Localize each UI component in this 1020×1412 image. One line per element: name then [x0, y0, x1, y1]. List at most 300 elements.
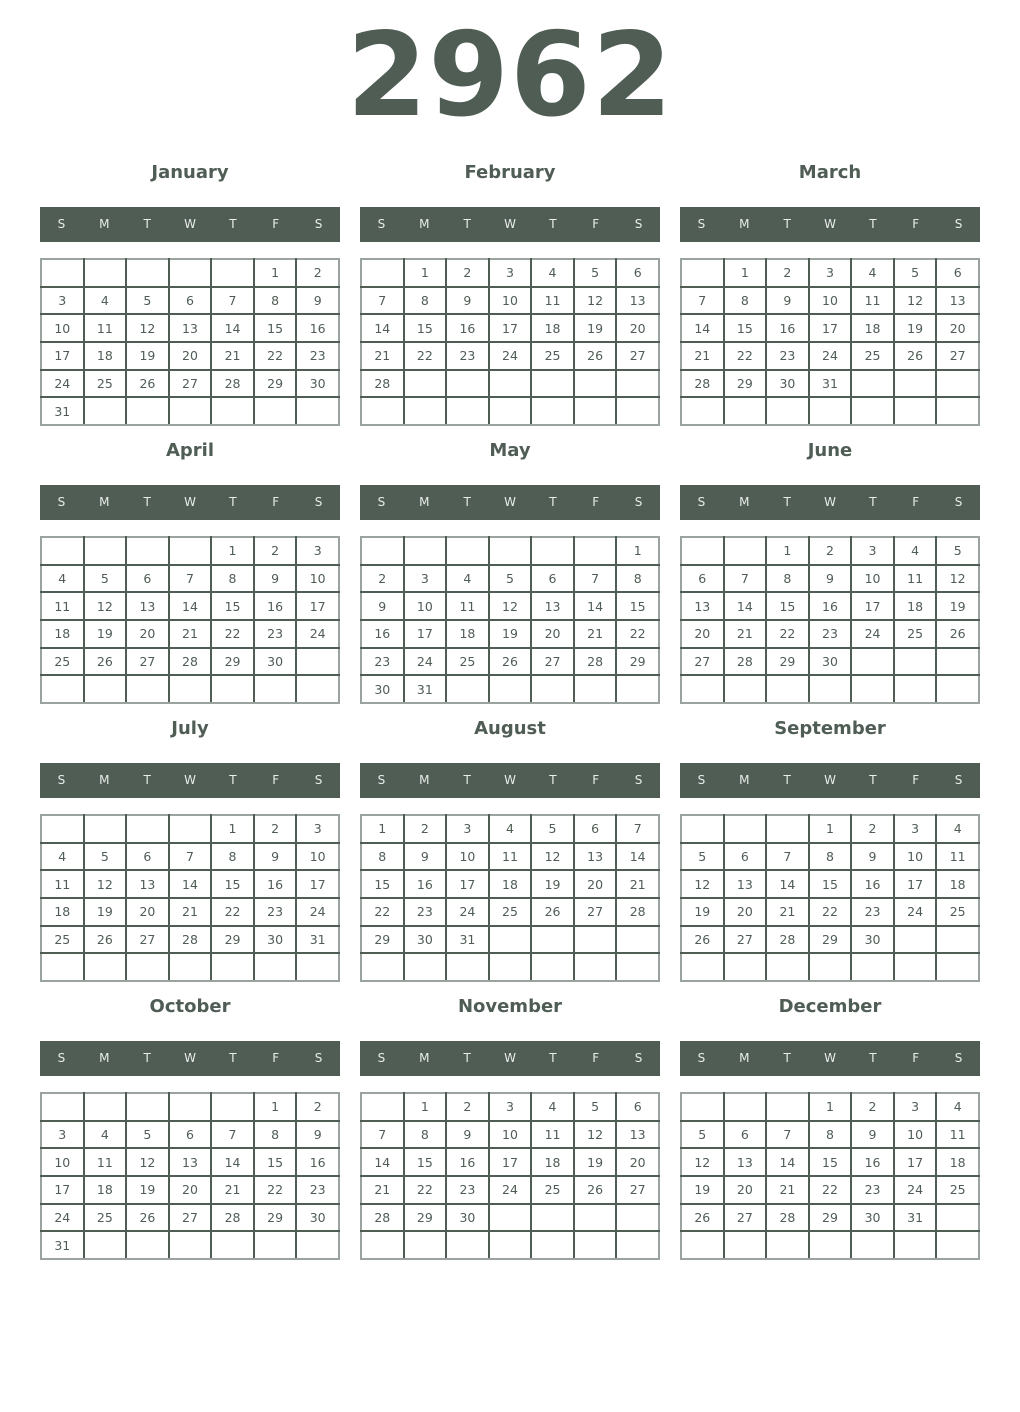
- day-cell: [724, 1093, 767, 1121]
- day-cell: 12: [126, 314, 169, 342]
- day-cell: 21: [616, 870, 659, 898]
- day-cell: [936, 675, 979, 703]
- day-cell: 15: [254, 1148, 297, 1176]
- day-cell: 10: [446, 843, 489, 871]
- day-cell: [894, 926, 937, 954]
- day-cell: [809, 1231, 852, 1259]
- week-row: [41, 898, 339, 926]
- day-cell: 29: [616, 648, 659, 676]
- day-cell: 20: [724, 898, 767, 926]
- week-row: [41, 675, 339, 703]
- day-cell: 12: [489, 592, 532, 620]
- day-cell: 14: [169, 592, 212, 620]
- day-cell: 1: [766, 537, 809, 565]
- week-row: [41, 1204, 339, 1232]
- day-cell: 1: [616, 537, 659, 565]
- weekday-label: M: [739, 217, 750, 231]
- day-cell: 18: [41, 898, 84, 926]
- day-cell: 15: [404, 1148, 447, 1176]
- day-cell: 14: [211, 314, 254, 342]
- day-cell: 9: [766, 287, 809, 315]
- day-cell: [361, 537, 404, 565]
- day-cell: [404, 397, 447, 425]
- weekday-label: S: [314, 217, 323, 231]
- day-cell: 19: [681, 1176, 724, 1204]
- day-cell: 10: [851, 565, 894, 593]
- week-row: [41, 287, 339, 315]
- day-cell: 30: [296, 1204, 339, 1232]
- day-cell: [574, 1231, 617, 1259]
- day-cell: 8: [809, 843, 852, 871]
- day-cell: 19: [84, 898, 127, 926]
- day-cell: [616, 397, 659, 425]
- day-cell: 22: [724, 342, 767, 370]
- day-cell: 19: [531, 870, 574, 898]
- day-cell: [446, 370, 489, 398]
- day-cell: 27: [126, 926, 169, 954]
- day-cell: 27: [574, 898, 617, 926]
- day-cell: 3: [894, 1093, 937, 1121]
- weekday-header: [360, 1041, 660, 1076]
- weekday-label: S: [314, 773, 323, 787]
- day-cell: 13: [936, 287, 979, 315]
- month-title: July: [171, 718, 209, 739]
- day-cell: [404, 370, 447, 398]
- day-cell: 11: [531, 1121, 574, 1149]
- day-cell: 6: [936, 259, 979, 287]
- day-cell: 8: [766, 565, 809, 593]
- day-cell: 4: [41, 565, 84, 593]
- week-row: [361, 648, 659, 676]
- week-row: [361, 342, 659, 370]
- weekday-label: W: [824, 495, 836, 509]
- day-cell: 15: [809, 1148, 852, 1176]
- week-row: [681, 870, 979, 898]
- day-cell: 3: [41, 1121, 84, 1149]
- day-cell: 7: [169, 843, 212, 871]
- weekday-label: M: [419, 495, 430, 509]
- day-cell: 30: [254, 648, 297, 676]
- day-cell: 18: [41, 620, 84, 648]
- day-cell: [724, 675, 767, 703]
- day-cell: 8: [211, 565, 254, 593]
- week-row: [41, 314, 339, 342]
- day-cell: 4: [531, 259, 574, 287]
- day-grid: [40, 258, 340, 426]
- day-cell: 20: [616, 1148, 659, 1176]
- day-cell: 23: [446, 342, 489, 370]
- week-row: [41, 565, 339, 593]
- day-cell: 8: [254, 1121, 297, 1149]
- week-row: [681, 1204, 979, 1232]
- day-cell: [84, 675, 127, 703]
- day-cell: 28: [211, 370, 254, 398]
- day-cell: 14: [766, 870, 809, 898]
- day-cell: 2: [809, 537, 852, 565]
- day-grid: [360, 536, 660, 704]
- day-cell: [126, 259, 169, 287]
- month-title: October: [149, 996, 231, 1017]
- weekday-label: T: [869, 773, 877, 787]
- day-cell: 27: [724, 926, 767, 954]
- day-cell: 23: [296, 342, 339, 370]
- week-row: [361, 675, 659, 703]
- day-cell: 22: [809, 1176, 852, 1204]
- day-cell: [41, 953, 84, 981]
- day-cell: 21: [724, 620, 767, 648]
- day-cell: 25: [936, 1176, 979, 1204]
- day-cell: 7: [681, 287, 724, 315]
- weekday-label: T: [463, 773, 471, 787]
- day-cell: [851, 953, 894, 981]
- day-cell: [126, 675, 169, 703]
- day-cell: [531, 926, 574, 954]
- week-row: [361, 370, 659, 398]
- day-cell: 11: [489, 843, 532, 871]
- day-cell: [616, 926, 659, 954]
- weekday-header: [680, 1041, 980, 1076]
- day-cell: 7: [724, 565, 767, 593]
- day-cell: 22: [211, 898, 254, 926]
- day-cell: 30: [809, 648, 852, 676]
- day-cell: [574, 1204, 617, 1232]
- day-cell: [531, 675, 574, 703]
- day-cell: 10: [809, 287, 852, 315]
- day-cell: [894, 675, 937, 703]
- weekday-label: M: [99, 495, 110, 509]
- day-cell: [211, 259, 254, 287]
- day-cell: 6: [616, 259, 659, 287]
- day-cell: [126, 1093, 169, 1121]
- day-cell: 24: [851, 620, 894, 648]
- day-cell: 27: [126, 648, 169, 676]
- day-cell: [211, 1231, 254, 1259]
- day-cell: 20: [681, 620, 724, 648]
- day-cell: [894, 648, 937, 676]
- day-cell: 4: [489, 815, 532, 843]
- day-cell: [766, 1231, 809, 1259]
- weekday-label: M: [99, 1051, 110, 1065]
- weekday-label: M: [99, 217, 110, 231]
- weekday-header: [360, 485, 660, 520]
- day-cell: 17: [404, 620, 447, 648]
- day-cell: 13: [126, 870, 169, 898]
- day-cell: 29: [766, 648, 809, 676]
- day-cell: 11: [894, 565, 937, 593]
- day-cell: [211, 675, 254, 703]
- week-row: [361, 1121, 659, 1149]
- day-cell: 18: [936, 870, 979, 898]
- weekday-label: S: [697, 495, 706, 509]
- day-cell: 31: [446, 926, 489, 954]
- weekday-label: S: [697, 1051, 706, 1065]
- day-cell: 6: [681, 565, 724, 593]
- month-april: [40, 440, 340, 710]
- day-cell: [169, 815, 212, 843]
- week-row: [41, 1176, 339, 1204]
- day-cell: [766, 1093, 809, 1121]
- day-cell: 5: [126, 1121, 169, 1149]
- day-cell: 13: [169, 1148, 212, 1176]
- day-cell: [681, 397, 724, 425]
- day-cell: 2: [851, 1093, 894, 1121]
- weekday-label: S: [954, 217, 963, 231]
- day-cell: 27: [531, 648, 574, 676]
- day-grid: [360, 258, 660, 426]
- day-cell: 3: [809, 259, 852, 287]
- day-cell: 29: [211, 648, 254, 676]
- day-cell: [809, 675, 852, 703]
- weekday-label: T: [229, 495, 237, 509]
- day-cell: 27: [169, 1204, 212, 1232]
- week-row: [41, 1148, 339, 1176]
- month-march: [680, 162, 980, 432]
- day-cell: 4: [84, 287, 127, 315]
- day-cell: 10: [296, 843, 339, 871]
- day-cell: 27: [681, 648, 724, 676]
- day-cell: 16: [446, 314, 489, 342]
- weekday-label: S: [954, 773, 963, 787]
- day-cell: 23: [254, 898, 297, 926]
- day-cell: 14: [211, 1148, 254, 1176]
- day-cell: 2: [296, 259, 339, 287]
- day-cell: [851, 397, 894, 425]
- weekday-label: W: [824, 1051, 836, 1065]
- day-cell: 14: [766, 1148, 809, 1176]
- day-cell: 6: [531, 565, 574, 593]
- weekday-label: T: [229, 1051, 237, 1065]
- day-cell: 24: [296, 898, 339, 926]
- day-cell: 25: [446, 648, 489, 676]
- weekday-header: [40, 207, 340, 242]
- week-row: [361, 926, 659, 954]
- day-cell: 16: [851, 1148, 894, 1176]
- day-cell: 13: [724, 870, 767, 898]
- day-cell: [894, 397, 937, 425]
- day-cell: 3: [296, 815, 339, 843]
- day-cell: 6: [126, 843, 169, 871]
- day-cell: 25: [41, 926, 84, 954]
- day-cell: 19: [574, 314, 617, 342]
- day-cell: [574, 537, 617, 565]
- week-row: [41, 1121, 339, 1149]
- weekday-label: S: [57, 1051, 66, 1065]
- day-cell: 28: [211, 1204, 254, 1232]
- day-cell: 3: [404, 565, 447, 593]
- day-cell: 11: [531, 287, 574, 315]
- day-cell: [616, 953, 659, 981]
- day-cell: 14: [361, 1148, 404, 1176]
- day-cell: [84, 537, 127, 565]
- weekday-label: M: [419, 217, 430, 231]
- day-cell: 22: [616, 620, 659, 648]
- day-cell: [446, 675, 489, 703]
- day-cell: 16: [766, 314, 809, 342]
- week-row: [681, 397, 979, 425]
- day-cell: 6: [724, 1121, 767, 1149]
- weekday-label: T: [549, 217, 557, 231]
- month-january: [40, 162, 340, 432]
- day-cell: [936, 926, 979, 954]
- day-cell: 17: [894, 870, 937, 898]
- day-cell: 19: [489, 620, 532, 648]
- day-grid: [680, 814, 980, 982]
- day-cell: 5: [574, 1093, 617, 1121]
- day-cell: 6: [169, 287, 212, 315]
- day-cell: 5: [936, 537, 979, 565]
- day-cell: 31: [41, 1231, 84, 1259]
- day-grid: [40, 536, 340, 704]
- day-cell: 23: [766, 342, 809, 370]
- week-row: [361, 620, 659, 648]
- day-cell: 19: [84, 620, 127, 648]
- week-row: [681, 1093, 979, 1121]
- week-row: [41, 537, 339, 565]
- day-cell: 17: [41, 1176, 84, 1204]
- weekday-label: M: [99, 773, 110, 787]
- day-cell: 17: [41, 342, 84, 370]
- weekday-label: F: [912, 1051, 920, 1065]
- day-cell: 16: [809, 592, 852, 620]
- day-cell: [84, 1093, 127, 1121]
- weekday-header: [40, 763, 340, 798]
- day-cell: 13: [531, 592, 574, 620]
- day-cell: [851, 648, 894, 676]
- day-cell: 27: [724, 1204, 767, 1232]
- day-cell: 19: [126, 342, 169, 370]
- day-cell: 21: [361, 342, 404, 370]
- day-cell: 22: [254, 1176, 297, 1204]
- day-cell: 17: [851, 592, 894, 620]
- weekday-label: M: [419, 773, 430, 787]
- week-row: [361, 592, 659, 620]
- day-cell: 1: [724, 259, 767, 287]
- day-cell: 28: [169, 648, 212, 676]
- day-cell: [446, 953, 489, 981]
- day-cell: 17: [489, 314, 532, 342]
- weekday-header: [360, 207, 660, 242]
- day-cell: 18: [936, 1148, 979, 1176]
- week-row: [361, 565, 659, 593]
- week-row: [681, 620, 979, 648]
- day-cell: 26: [531, 898, 574, 926]
- day-cell: 19: [936, 592, 979, 620]
- day-cell: 20: [574, 870, 617, 898]
- day-cell: 28: [616, 898, 659, 926]
- day-cell: 3: [446, 815, 489, 843]
- day-cell: 16: [361, 620, 404, 648]
- day-cell: 20: [936, 314, 979, 342]
- week-row: [361, 898, 659, 926]
- weekday-label: T: [143, 773, 151, 787]
- day-cell: 8: [211, 843, 254, 871]
- day-cell: 22: [211, 620, 254, 648]
- month-title: September: [774, 718, 886, 739]
- day-cell: 26: [489, 648, 532, 676]
- day-cell: 30: [851, 1204, 894, 1232]
- day-cell: 11: [41, 592, 84, 620]
- weekday-header: [680, 485, 980, 520]
- day-cell: [766, 397, 809, 425]
- day-cell: 1: [809, 1093, 852, 1121]
- week-row: [361, 259, 659, 287]
- weekday-label: T: [229, 773, 237, 787]
- day-cell: 4: [531, 1093, 574, 1121]
- day-cell: 26: [936, 620, 979, 648]
- day-cell: 30: [361, 675, 404, 703]
- day-cell: [531, 1204, 574, 1232]
- day-cell: [574, 926, 617, 954]
- weekday-label: W: [184, 773, 196, 787]
- week-row: [361, 815, 659, 843]
- day-cell: 3: [894, 815, 937, 843]
- day-cell: 6: [169, 1121, 212, 1149]
- weekday-label: T: [869, 217, 877, 231]
- weekday-label: T: [549, 495, 557, 509]
- day-cell: 26: [574, 342, 617, 370]
- weekday-label: S: [377, 773, 386, 787]
- day-cell: 1: [404, 1093, 447, 1121]
- day-cell: 16: [404, 870, 447, 898]
- day-cell: [84, 953, 127, 981]
- day-cell: [936, 370, 979, 398]
- day-cell: 8: [254, 287, 297, 315]
- day-cell: [489, 537, 532, 565]
- weekday-label: F: [592, 217, 600, 231]
- weekday-label: S: [634, 773, 643, 787]
- day-cell: 14: [724, 592, 767, 620]
- month-title: February: [464, 162, 556, 183]
- day-cell: 11: [936, 1121, 979, 1149]
- day-cell: [296, 675, 339, 703]
- day-cell: [489, 675, 532, 703]
- week-row: [361, 1231, 659, 1259]
- week-row: [681, 898, 979, 926]
- day-cell: 17: [894, 1148, 937, 1176]
- day-cell: 21: [169, 898, 212, 926]
- day-cell: 15: [211, 870, 254, 898]
- day-cell: 10: [404, 592, 447, 620]
- week-row: [681, 1121, 979, 1149]
- day-cell: 3: [851, 537, 894, 565]
- day-cell: 8: [724, 287, 767, 315]
- day-cell: [84, 397, 127, 425]
- day-cell: 2: [404, 815, 447, 843]
- day-cell: [616, 675, 659, 703]
- day-cell: 16: [254, 870, 297, 898]
- day-cell: 22: [254, 342, 297, 370]
- day-cell: 29: [404, 1204, 447, 1232]
- weekday-label: W: [504, 773, 516, 787]
- day-cell: 28: [361, 370, 404, 398]
- day-cell: 20: [616, 314, 659, 342]
- day-cell: 14: [681, 314, 724, 342]
- day-cell: [681, 259, 724, 287]
- day-cell: [446, 1231, 489, 1259]
- day-cell: 2: [446, 259, 489, 287]
- weekday-label: F: [592, 1051, 600, 1065]
- day-cell: 27: [616, 342, 659, 370]
- day-cell: 16: [254, 592, 297, 620]
- day-cell: 4: [936, 1093, 979, 1121]
- day-cell: 25: [531, 342, 574, 370]
- day-cell: 12: [681, 1148, 724, 1176]
- day-cell: 18: [489, 870, 532, 898]
- day-cell: 12: [84, 592, 127, 620]
- month-title: November: [457, 996, 563, 1017]
- day-cell: [41, 537, 84, 565]
- day-cell: [361, 1231, 404, 1259]
